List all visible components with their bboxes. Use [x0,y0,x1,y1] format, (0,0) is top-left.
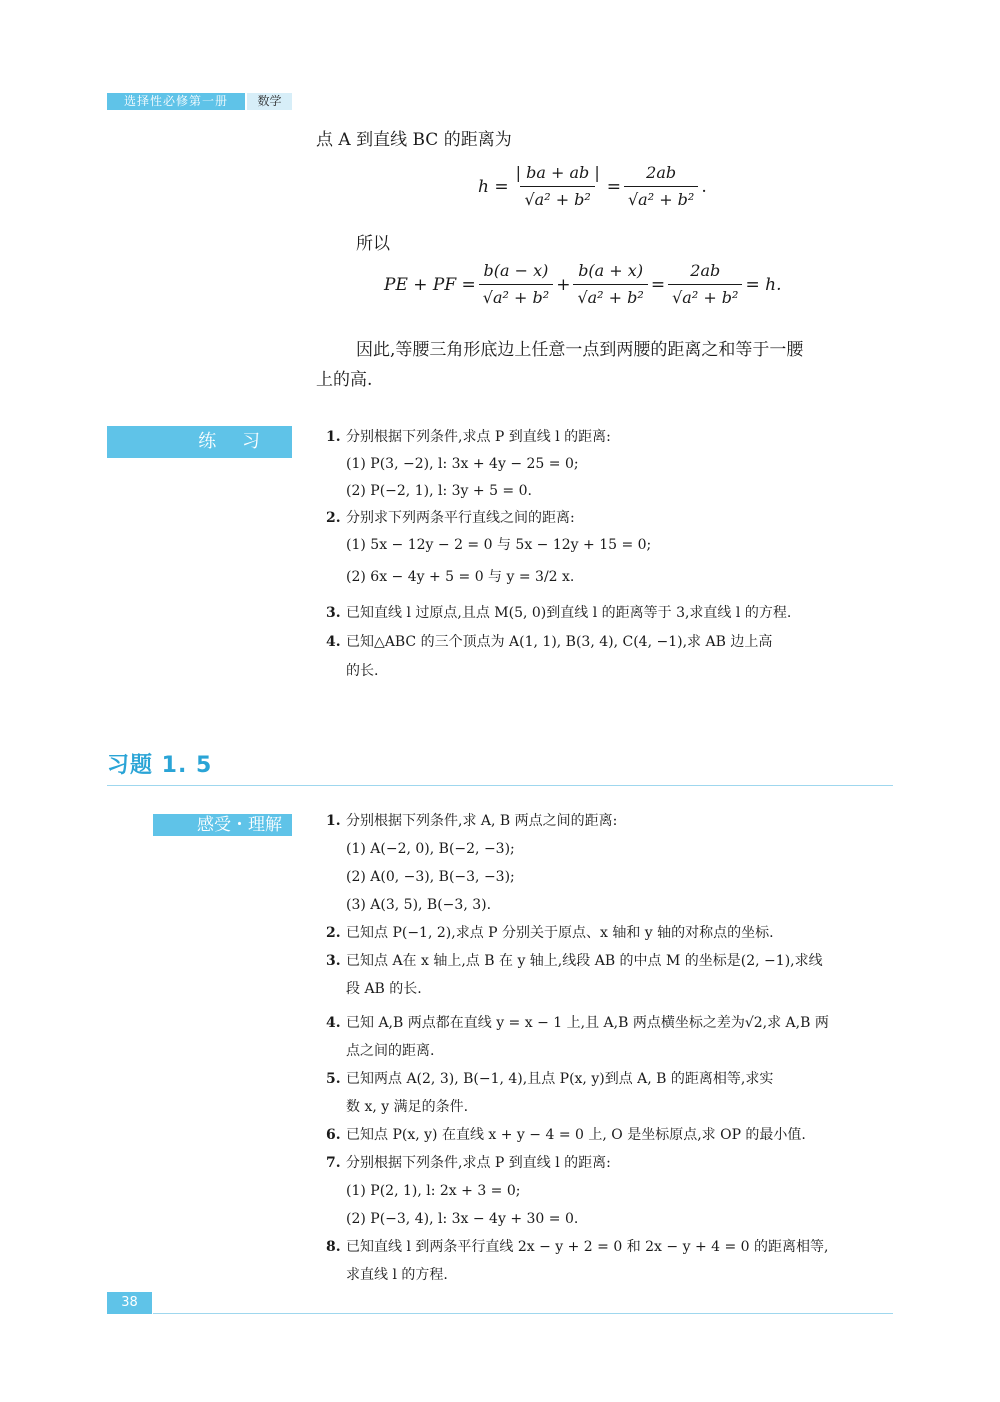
footer-rule [153,1313,893,1314]
list-item [326,507,791,534]
item-number: 1. [326,813,341,829]
item-text: (1) A(−2, 0), B(−2, −3); [346,841,515,857]
list-item [326,534,791,566]
book-title-tab: 选择性必修第一册 [107,93,245,110]
item-text: 段 AB 的长. [346,981,422,997]
item-text: 已知点 P(x, y) 在直线 x + y − 4 = 0 上, O 是坐标原点,求 OP 的最小值. [346,1127,806,1143]
exercise-list [326,810,829,1292]
item-text: 已知直线 l 到两条平行直线 2x − y + 2 = 0 和 2x − y + 4 = 0 的距离相等, [346,1239,829,1255]
practice-label: 练 习 [107,426,292,458]
item-number: 4. [326,634,341,650]
list-item [326,1208,829,1236]
conclusion-line-1: 因此,等腰三角形底边上任意一点到两腰的距离之和等于一腰 [356,340,804,360]
page-number: 38 [107,1292,152,1314]
item-text: 分别根据下列条件,求点 P 到直线 l 的距离: [346,1155,611,1171]
item-number: 2. [326,925,341,941]
item-text: 已知直线 l 过原点,且点 M(5, 0)到直线 l 的距离等于 3,求直线 l 的方程. [346,605,792,621]
item-text: 数 x, y 满足的条件. [346,1099,469,1115]
list-item [326,1180,829,1208]
item-text: (1) P(3, −2), l: 3x + 4y − 25 = 0; [346,456,579,472]
suoyi-text: 所以 [356,234,390,254]
formula-pe-pf [384,260,781,309]
formula-h [478,162,707,211]
item-text: (2) A(0, −3), B(−3, −3); [346,869,515,885]
list-item [326,922,829,950]
fraction-denominator: √a² + b² [668,284,742,309]
item-text: 点之间的距离. [346,1043,435,1059]
plus-sign: + [556,274,571,295]
list-item [326,810,829,838]
fraction [573,260,647,309]
item-text: 已知点 A在 x 轴上,点 B 在 y 轴上,线段 AB 的中点 M 的坐标是(2, −1),求线 [346,953,823,969]
fraction [512,162,604,211]
fraction-numerator: b(a − x) [483,261,549,280]
list-item [326,480,791,507]
list-item [326,602,791,631]
fraction [624,162,698,211]
item-text: 已知点 P(−1, 2),求点 P 分别关于原点、x 轴和 y 轴的对称点的坐标. [346,925,774,941]
formula-pe-end: = h. [745,274,782,295]
list-item [326,426,791,453]
section-divider [107,785,893,786]
item-number: 6. [326,1127,341,1143]
period: . [701,176,707,197]
item-number: 3. [326,605,341,621]
list-item [326,978,829,1012]
item-text: (1) 5x − 12y − 2 = 0 与 5x − 12y + 15 = 0; [346,537,652,553]
list-item [326,838,829,866]
list-item [326,660,791,687]
list-item [326,631,791,660]
fraction-denominator: √a² + b² [573,284,647,309]
fraction-numerator: | ba + ab | [515,163,600,182]
item-text: 分别求下列两条平行直线之间的距离: [346,510,575,526]
item-text: 已知 A,B 两点都在直线 y = x − 1 上,且 A,B 两点横坐标之差为√2,求 A,B 两 [346,1015,829,1031]
list-item [326,950,829,978]
fraction [668,260,742,309]
list-item [326,866,829,894]
item-number: 8. [326,1239,341,1255]
list-item [326,1124,829,1152]
conclusion-line-2: 上的高. [316,370,373,390]
exercise-category-label: 感受・理解 [153,814,292,836]
formula-pe-lhs: PE + PF = [384,274,476,295]
fraction-denominator: √a² + b² [479,284,553,309]
item-text: (3) A(3, 5), B(−3, 3). [346,897,492,913]
list-item [326,1040,829,1068]
item-number: 1. [326,429,341,445]
item-text: 的长. [346,663,379,679]
list-item [326,1152,829,1180]
practice-list [326,426,791,687]
formula-h-lhs: h = [478,176,509,197]
fraction-numerator: 2ab [690,261,721,280]
item-text: 已知两点 A(2, 3), B(−1, 4),且点 P(x, y)到点 A, B 的距离相等,求实 [346,1071,774,1087]
fraction-numerator: 2ab [646,163,677,182]
item-number: 5. [326,1071,341,1087]
item-number: 7. [326,1155,341,1171]
section-title: 习题 1. 5 [107,753,213,778]
fraction-denominator: √a² + b² [624,186,698,211]
list-item [326,1012,829,1040]
item-number: 2. [326,510,341,526]
list-item [326,566,791,602]
fraction-denominator: √a² + b² [520,186,594,211]
item-text: 已知△ABC 的三个顶点为 A(1, 1), B(3, 4), C(4, −1),求 AB 边上高 [346,634,773,650]
item-text: (2) 6x − 4y + 5 = 0 与 y = 3/2 x. [346,569,575,585]
fraction-numerator: b(a + x) [578,261,644,280]
list-item [326,1236,829,1264]
fraction [479,260,553,309]
list-item [326,453,791,480]
item-text: (1) P(2, 1), l: 2x + 3 = 0; [346,1183,521,1199]
item-text: 分别根据下列条件,求 A, B 两点之间的距离: [346,813,618,829]
item-text: 求直线 l 的方程. [346,1267,448,1283]
item-text: 分别根据下列条件,求点 P 到直线 l 的距离: [346,429,611,445]
equals-sign: = [606,176,621,197]
list-item [326,1264,829,1292]
item-text: (2) P(−3, 4), l: 3x − 4y + 30 = 0. [346,1211,579,1227]
list-item [326,1068,829,1096]
distance-intro-text: 点 A 到直线 BC 的距离为 [316,130,512,150]
item-number: 3. [326,953,341,969]
list-item [326,1096,829,1124]
item-number: 4. [326,1015,341,1031]
equals-sign: = [650,274,666,295]
item-text: (2) P(−2, 1), l: 3y + 5 = 0. [346,483,532,499]
subject-tab: 数学 [247,93,292,110]
list-item [326,894,829,922]
